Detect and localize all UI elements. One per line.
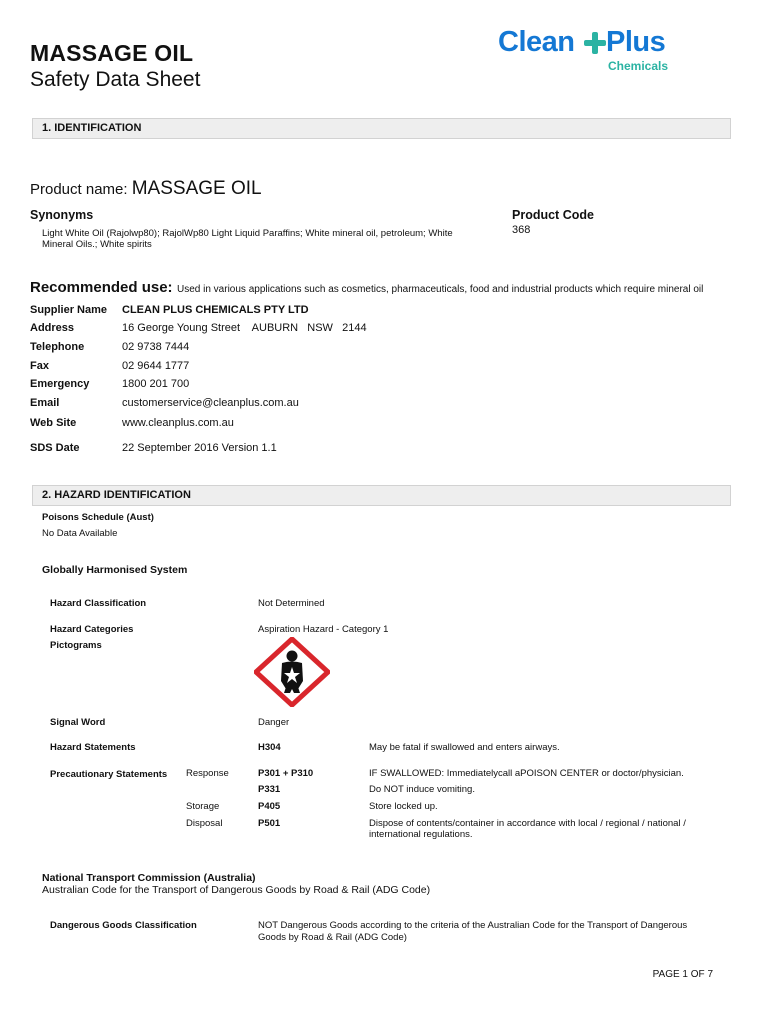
precautionary-code: P301 + P310 bbox=[258, 768, 314, 779]
recommended-use-text: Used in various applications such as cosmetics, pharmaceuticals, food and industrial products which require mineral oil bbox=[177, 284, 704, 295]
hazard-categories-label: Hazard Categories bbox=[50, 624, 134, 635]
hazard-classification-value: Not Determined bbox=[258, 598, 325, 609]
signal-word-label: Signal Word bbox=[50, 717, 106, 728]
dangerous-goods-label: Dangerous Goods Classification bbox=[50, 920, 197, 931]
hazard-statement-code: H304 bbox=[258, 742, 281, 753]
address-label: Address bbox=[30, 322, 75, 334]
section-heading-identification: 1. IDENTIFICATION bbox=[32, 118, 731, 139]
email-link[interactable]: customerservice@cleanplus.com.au bbox=[122, 397, 299, 409]
precautionary-text: IF SWALLOWED: Immediatelycall aPOISON CENTER or doctor/physician. bbox=[369, 768, 684, 779]
logo-word-plus: Plus bbox=[606, 26, 666, 58]
product-name-label: Product name: bbox=[30, 181, 128, 198]
page-number: PAGE 1 OF 7 bbox=[652, 969, 713, 980]
document-title: MASSAGE OIL bbox=[30, 40, 194, 66]
precautionary-type-response: Response bbox=[186, 768, 229, 779]
synonyms-label: Synonyms bbox=[30, 208, 94, 222]
precautionary-text: Dispose of contents/container in accordance with local / regional / national / bbox=[369, 818, 686, 829]
logo-word-clean: Clean bbox=[498, 26, 575, 58]
health-hazard-pictogram-icon bbox=[254, 637, 330, 707]
dangerous-goods-line-1: NOT Dangerous Goods according to the criteria of the Australian Code for the Transport of Dangerous bbox=[258, 920, 688, 931]
signal-word-value: Danger bbox=[258, 717, 290, 728]
website-label: Web Site bbox=[30, 417, 77, 429]
hazard-statement-text: May be fatal if swallowed and enters airways. bbox=[369, 742, 560, 753]
ntc-subtitle: Australian Code for the Transport of Dangerous Goods by Road & Rail (ADG Code) bbox=[42, 884, 431, 896]
precautionary-text: Do NOT induce vomiting. bbox=[369, 784, 475, 795]
product-code-label: Product Code bbox=[512, 208, 594, 222]
hazard-categories-value: Aspiration Hazard - Category 1 bbox=[258, 624, 389, 635]
product-code-value: 368 bbox=[512, 224, 531, 236]
ntc-label: National Transport Commission (Australia) bbox=[42, 872, 256, 884]
ghs-label: Globally Harmonised System bbox=[42, 564, 188, 576]
precautionary-code: P405 bbox=[258, 801, 281, 812]
poisons-schedule-value: No Data Available bbox=[42, 528, 118, 539]
precautionary-type-storage: Storage bbox=[186, 801, 220, 812]
sds-date-label: SDS Date bbox=[30, 442, 80, 454]
company-logo bbox=[498, 26, 688, 76]
section-heading-hazard: 2. HAZARD IDENTIFICATION bbox=[32, 485, 731, 506]
precautionary-text-continued: international regulations. bbox=[369, 829, 473, 840]
pictograms-label: Pictograms bbox=[50, 640, 102, 651]
precautionary-text: Store locked up. bbox=[369, 801, 438, 812]
telephone-value: 02 9738 7444 bbox=[122, 341, 190, 353]
dangerous-goods-line-2: Goods by Road & Rail (ADG Code) bbox=[258, 932, 407, 943]
email-label: Email bbox=[30, 397, 60, 409]
poisons-schedule-label: Poisons Schedule (Aust) bbox=[42, 512, 154, 523]
emergency-value: 1800 201 700 bbox=[122, 378, 190, 390]
precautionary-type-disposal: Disposal bbox=[186, 818, 223, 829]
emergency-label: Emergency bbox=[30, 378, 90, 390]
product-name-row bbox=[30, 178, 262, 200]
supplier-label: Supplier Name bbox=[30, 304, 108, 316]
hazard-classification-label: Hazard Classification bbox=[50, 598, 147, 609]
precautionary-code: P331 bbox=[258, 784, 281, 795]
plus-icon bbox=[584, 32, 606, 54]
precautionary-code: P501 bbox=[258, 818, 281, 829]
telephone-label: Telephone bbox=[30, 341, 85, 353]
website-link[interactable]: www.cleanplus.com.au bbox=[122, 417, 234, 429]
synonyms-line-1: Light White Oil (Rajolwp80); RajolWp80 Light Liquid Paraffins; White mineral oil, petroleum; White bbox=[42, 228, 453, 239]
hazard-statements-label: Hazard Statements bbox=[50, 742, 136, 753]
synonyms-line-2: Mineral Oils.; White spirits bbox=[42, 239, 152, 250]
supplier-value: CLEAN PLUS CHEMICALS PTY LTD bbox=[122, 304, 309, 316]
precautionary-statements-label: Precautionary Statements bbox=[50, 769, 168, 780]
recommended-use-label: Recommended use: bbox=[30, 279, 173, 296]
product-name-value: MASSAGE OIL bbox=[131, 178, 262, 199]
logo-tagline: Chemicals bbox=[608, 59, 669, 73]
document-subtitle: Safety Data Sheet bbox=[30, 68, 201, 91]
address-value: 16 George Young Street AUBURN NSW 2144 bbox=[122, 322, 367, 334]
fax-label: Fax bbox=[30, 360, 49, 372]
sds-date-value: 22 September 2016 Version 1.1 bbox=[122, 442, 277, 454]
fax-value: 02 9644 1777 bbox=[122, 360, 190, 372]
recommended-use bbox=[30, 279, 703, 297]
